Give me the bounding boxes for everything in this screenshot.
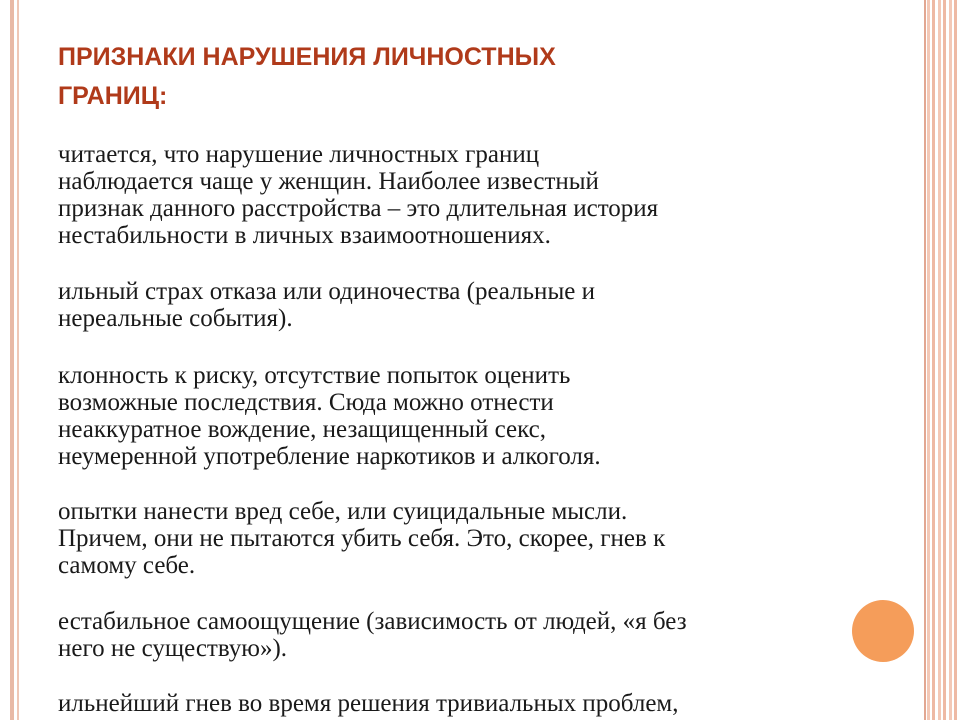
list-item — [58, 690, 858, 717]
list-item-line: ильный страх отказа или одиночества (реальные и — [58, 278, 595, 305]
list-item — [58, 608, 858, 662]
orange-circle-decoration — [852, 600, 914, 662]
right-decorative-stripes — [927, 0, 960, 720]
list-item-line: неаккуратное вождение, незащищенный секс, — [58, 416, 546, 443]
list-item-line: наблюдается чаще у женщин. Наиболее известный — [58, 168, 599, 195]
list-item — [58, 362, 858, 470]
list-item-line: Причем, они не пытаются убить себя. Это, скорее, гнев к — [58, 525, 666, 552]
list-item-line: признак данного расстройства – это длительная история — [58, 195, 659, 222]
list-item-line: читается, что нарушение личностных границ — [58, 141, 540, 168]
list-item-line: самому себе. — [58, 552, 196, 579]
list-item-line: опытки нанести вред себе, или суицидальные мысли. — [58, 498, 628, 525]
slide-title-line: ГРАНИЦ: — [58, 82, 168, 110]
list-item — [58, 278, 858, 332]
list-item-line: него не существую»). — [58, 635, 288, 662]
list-item — [58, 498, 858, 579]
list-item — [58, 141, 858, 249]
list-item-line: неумеренной употребление наркотиков и алкоголя. — [58, 443, 601, 470]
slide-title-line: ПРИЗНАКИ НАРУШЕНИЯ ЛИЧНОСТНЫХ — [58, 43, 556, 71]
slide-title — [58, 38, 878, 116]
list-item-line: возможные последствия. Сюда можно отнести — [58, 389, 554, 416]
left-border-line — [10, 0, 14, 720]
list-item-line: нестабильности в личных взаимоотношениях. — [58, 222, 551, 249]
left-border-line-inner — [17, 0, 19, 720]
list-item-line: ильнейший гнев во время решения тривиальных проблем, — [58, 690, 679, 717]
list-item-line: нереальные события). — [58, 305, 293, 332]
list-item-line: естабильное самоощущение (зависимость от людей, «я без — [58, 608, 687, 635]
right-border-edge — [924, 0, 926, 720]
list-item-line: клонность к риску, отсутствие попыток оценить — [58, 362, 571, 389]
